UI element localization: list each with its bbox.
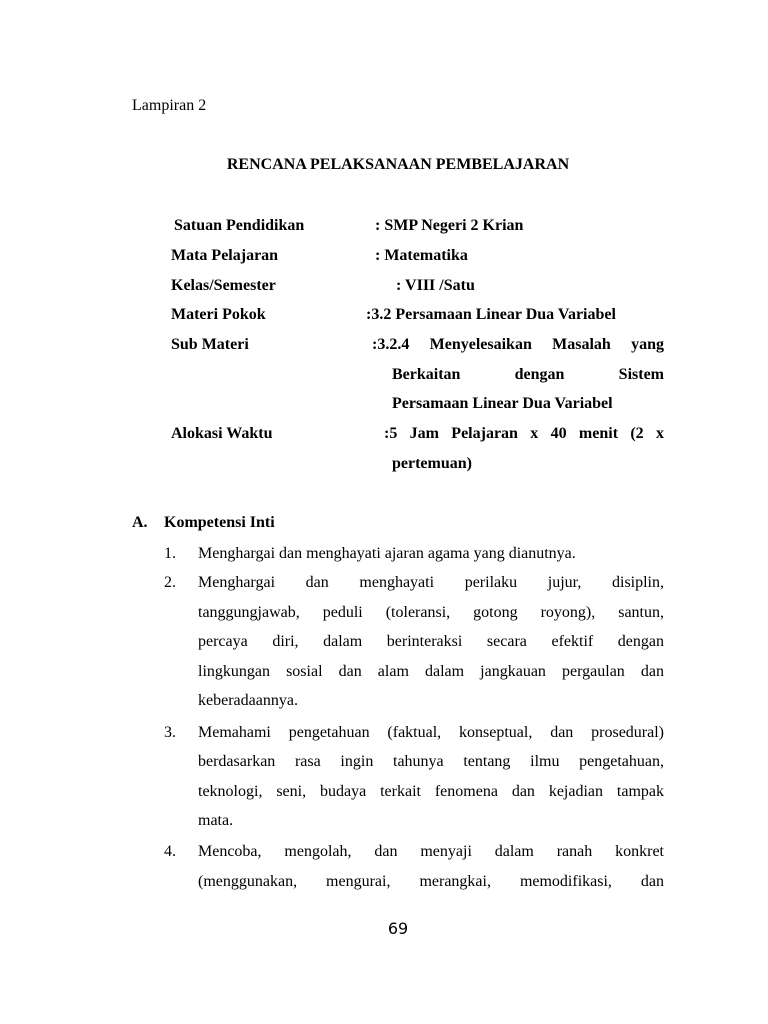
document-title: RENCANA PELAKSANAAN PEMBELAJARAN [226, 156, 570, 173]
list-item-line: percaya diri, dalam berinteraksi secara efektif dengan [198, 633, 664, 650]
list-item-line: tanggungjawab, peduli (toleransi, gotong royong), santun, [198, 604, 664, 621]
lampiran-label: Lampiran 2 [132, 97, 207, 114]
sub-materi-value-line-2: Berkaitan dengan Sistem [392, 366, 664, 383]
section-title: Kompetensi Inti [164, 514, 275, 531]
list-item-line: keberadaannya. [198, 692, 298, 709]
alokasi-label: Alokasi Waktu [171, 425, 273, 442]
list-item-line: teknologi, seni, budaya terkait fenomena dan kejadian tampak [198, 783, 664, 800]
list-item-number: 1. [164, 545, 176, 562]
list-item-line: Menghargai dan menghayati ajaran agama yang dianutnya. [198, 545, 576, 562]
list-item-line: Menghargai dan menghayati perilaku jujur, disiplin, [198, 574, 664, 591]
kelas-label: Kelas/Semester [171, 277, 276, 294]
satuan-label: Satuan Pendidikan [174, 217, 305, 234]
list-item-line: mata. [198, 812, 234, 829]
sub-materi-value-line-3: Persamaan Linear Dua Variabel [392, 395, 613, 412]
sub-materi-label: Sub Materi [171, 336, 249, 353]
list-item-number: 4. [164, 843, 176, 860]
list-item-line: Memahami pengetahuan (faktual, konseptual, dan prosedural) [198, 724, 664, 741]
section-heading [132, 514, 275, 532]
materi-value: :3.2 Persamaan Linear Dua Variabel [366, 306, 616, 323]
list-item-line: (menggunakan, mengurai, merangkai, memodifikasi, dan [198, 873, 664, 890]
alokasi-value-line-2: pertemuan) [392, 455, 472, 472]
alokasi-value-line-1: :5 Jam Pelajaran x 40 menit (2 x [384, 425, 664, 442]
sub-materi-value-line-1: :3.2.4 Menyelesaikan Masalah yang [372, 336, 664, 353]
list-item-number: 3. [164, 724, 176, 741]
kelas-value: : VIII /Satu [396, 277, 475, 294]
list-item-line: lingkungan sosial dan alam dalam jangkauan pergaulan dan [198, 663, 664, 680]
section-letter: A. [132, 514, 148, 531]
list-item-number: 2. [164, 574, 176, 591]
mapel-label: Mata Pelajaran [171, 247, 279, 264]
list-item-line: Mencoba, mengolah, dan menyaji dalam ranah konkret [198, 843, 664, 860]
list-item-line: berdasarkan rasa ingin tahunya tentang ilmu pengetahuan, [198, 753, 664, 770]
page-number: 69 [387, 919, 409, 938]
mapel-value: : Matematika [375, 247, 468, 264]
materi-label: Materi Pokok [171, 306, 266, 323]
satuan-value: : SMP Negeri 2 Krian [375, 217, 524, 234]
